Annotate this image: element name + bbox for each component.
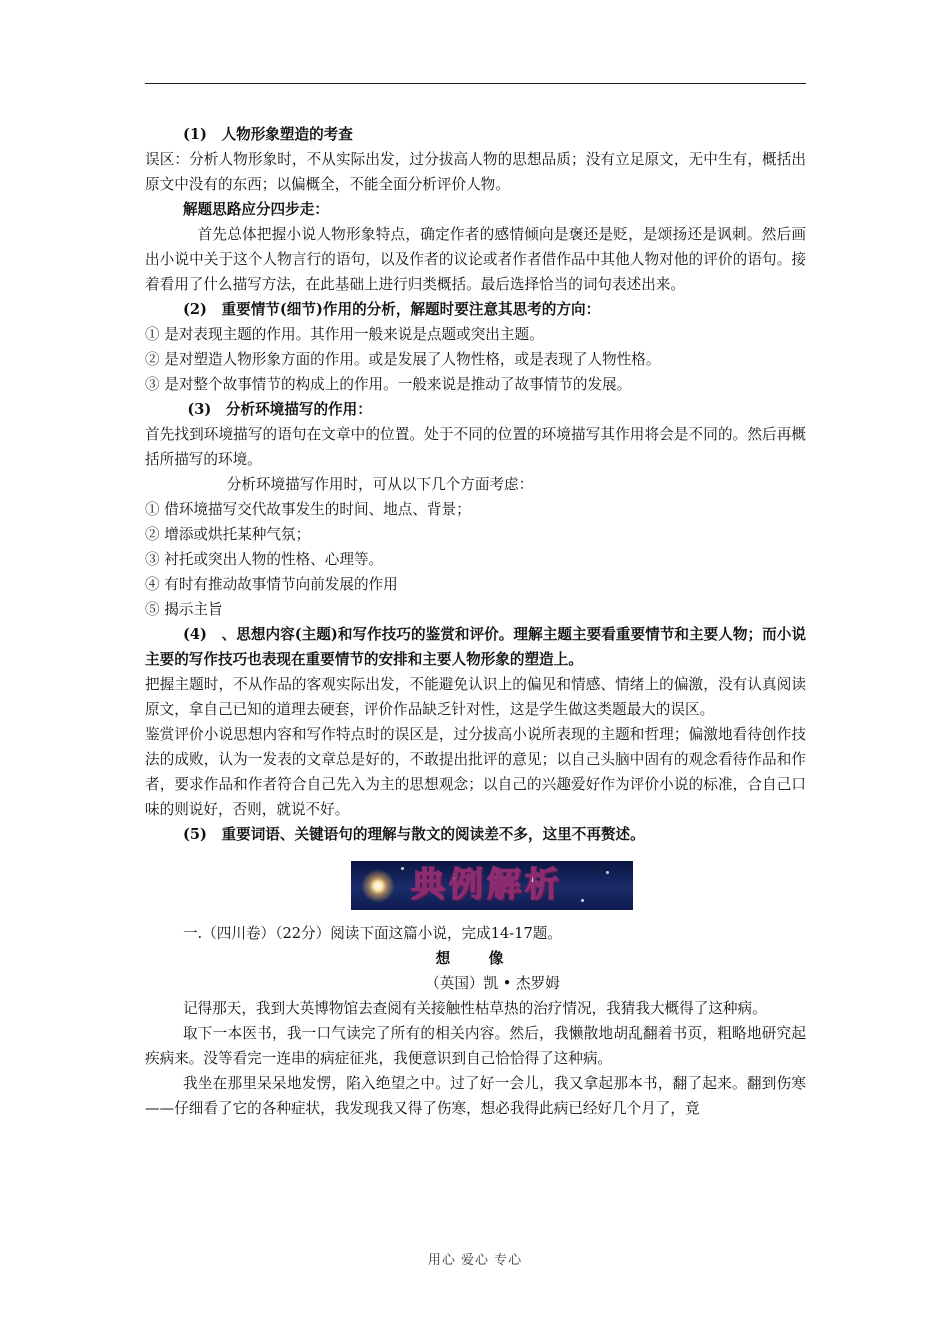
story-title: 想 像 — [435, 950, 516, 967]
sparkle-icon — [606, 871, 609, 874]
story-paragraph: 取下一本医书，我一口气读完了所有的相关内容。然后，我懒散地胡乱翻着书页，粗略地研究起疾病来。没等看完一连串的病症征兆，我便意识到自己恰恰得了这种病。 — [145, 1025, 806, 1067]
section4-para2: 鉴赏评价小说思想内容和写作特点时的误区是，过分拔高小说所表现的主题和哲理；偏激地看待创作技法的成败，认为一发表的文章总是好的，不敢提出批评的意见；以自己头脑中固有的观念看待作品和作者，要求作品和作者符合自己先入为主的思想观念；以自己的兴趣爱好作为评价小说的标准，合自己口味的则说好，否则，就说不好。 — [145, 726, 806, 818]
story-paragraph: 我坐在那里呆呆地发愣，陷入绝望之中。过了好一会儿，我又拿起那本书，翻了起来。翻到伤寒——仔细看了它的各种症状，我发现我又得了伤寒，想必我得此病已经好几个月了，竟 — [145, 1075, 806, 1117]
section3-heading: (3) 分析环境描写的作用： — [187, 401, 372, 418]
example-banner-container — [145, 847, 806, 917]
story-author: （英国）凯 • 杰罗姆 — [425, 975, 560, 992]
sparkle-icon — [401, 867, 404, 870]
section3-item: ③ 衬托或突出人物的性格、心理等。 — [145, 551, 384, 568]
page-footer: 用心 爱心 专心 — [427, 1253, 523, 1268]
section1-steps-text: 首先总体把握小说人物形象特点，确定作者的感情倾向是褒还是贬，是颂扬还是讽刺。然后画出小说中关于这个人物言行的语句，以及作者的议论或者作者借作品中其他人物对他的评价的语句。接着看用了什么描写方法，在此基础上进行归类概括。最后选择恰当的词句表述出来。 — [145, 226, 806, 293]
section2-item: ③ 是对整个故事情节的构成上的作用。一般来说是推动了故事情节的发展。 — [145, 376, 632, 393]
banner-title: 典例解析 — [411, 865, 563, 905]
section5-heading: (5) 重要词语、关键语句的理解与散文的阅读差不多，这里不再赘述。 — [182, 826, 645, 843]
section4-heading: (4) 、思想内容(主题)和写作技巧的鉴赏和评价。理解主题主要看重要情节和主要人物；而小说主要的写作技巧也表现在重要情节的安排和主要人物形象的塑造上。 — [145, 626, 806, 668]
section3-item: ② 增添或烘托某种气氛； — [145, 526, 311, 543]
section2-item: ① 是对表现主题的作用。其作用一般来说是点题或突出主题。 — [145, 326, 544, 343]
section1-heading: (1) 人物形象塑造的考查 — [182, 126, 353, 143]
section3-item: ⑤ 揭示主旨 — [145, 601, 223, 618]
section3-item: ① 借环境描写交代故事发生的时间、地点、背景； — [145, 501, 471, 518]
sparkle-icon — [581, 899, 584, 902]
example-intro: 一.（四川卷）（22分）阅读下面这篇小说，完成14-17题。 — [182, 925, 562, 942]
header-rule — [145, 83, 806, 84]
star-icon — [361, 869, 395, 903]
section3-item: ④ 有时有推动故事情节向前发展的作用 — [145, 576, 398, 593]
example-banner — [351, 861, 633, 910]
section3-consider: 分析环境描写作用时，可从以下几个方面考虑： — [226, 476, 534, 493]
story-paragraph: 记得那天，我到大英博物馆去查阅有关接触性枯草热的治疗情况，我猜我大概得了这种病。 — [182, 1000, 767, 1017]
document-body — [145, 122, 806, 1121]
section2-item: ② 是对塑造人物形象方面的作用。或是发展了人物性格，或是表现了人物性格。 — [145, 351, 661, 368]
section2-heading: (2) 重要情节(细节)作用的分析，解题时要注意其思考的方向： — [182, 301, 601, 318]
section4-para1: 把握主题时，不从作品的客观实际出发，不能避免认识上的偏见和情感、情绪上的偏激，没有认真阅读原文，拿自己已知的道理去硬套，评价作品缺乏针对性，这是学生做这类题最大的误区。 — [145, 676, 806, 718]
section1-steps-heading: 解题思路应分四步走： — [182, 201, 329, 218]
section3-intro: 首先找到环境描写的语句在文章中的位置。处于不同的位置的环境描写其作用将会是不同的。然后再概括所描写的环境。 — [145, 426, 806, 468]
section1-misconception: 误区：分析人物形象时，不从实际出发，过分拔高人物的思想品质；没有立足原文，无中生有，概括出原文中没有的东西；以偏概全，不能全面分析评价人物。 — [145, 151, 806, 193]
